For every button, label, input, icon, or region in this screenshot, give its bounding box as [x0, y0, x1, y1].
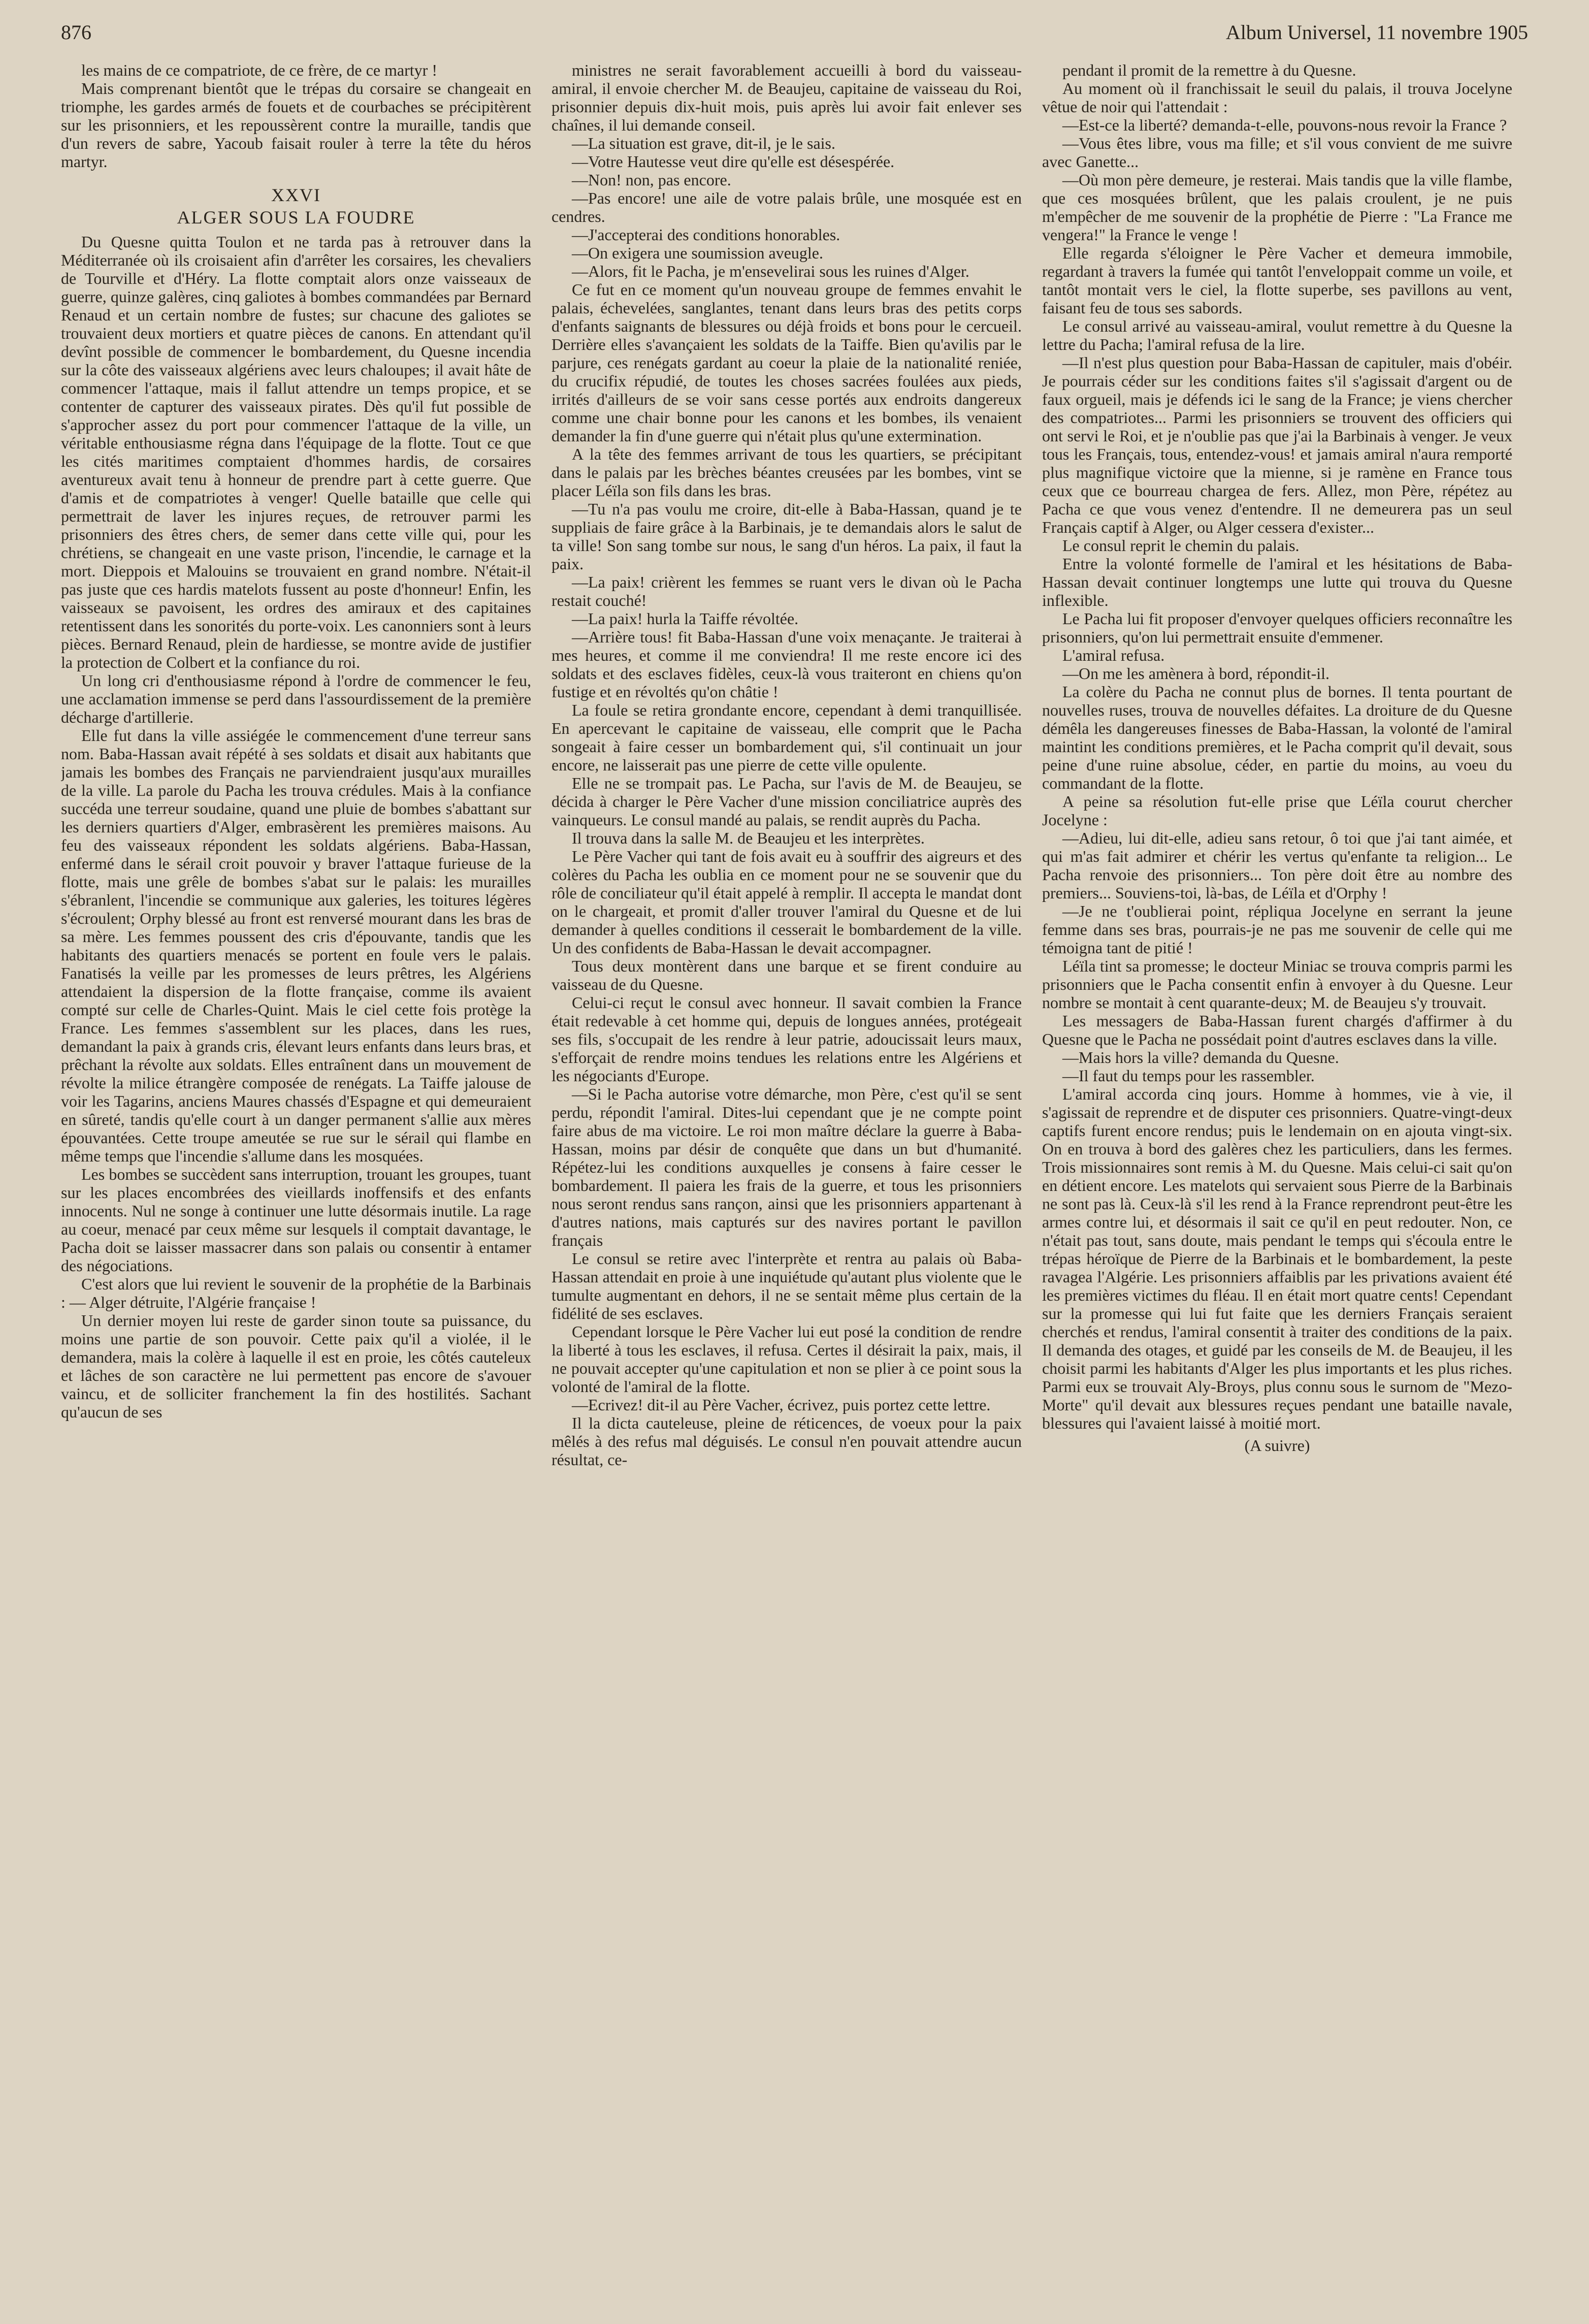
paragraph: A la tête des femmes arrivant de tous les quartiers, se précipitant dans le palais par les brèches béantes creusées par les bombes, vint se placer Léïla son fils dans les bras.	[552, 445, 1022, 500]
paragraph: Mais comprenant bientôt que le trépas du corsaire se changeait en triomphe, les gardes armés de fouets et de courbaches se précipitèrent sur les prisonniers, et les repoussèrent contre la muraille, tandis que d'un revers de sabre, Yacoub faisait rouler à terre la tête du héros martyr.	[61, 79, 531, 171]
paragraph: Cependant lorsque le Père Vacher lui eut posé la condition de rendre la liberté à tous les esclaves, il refusa. Certes il désirait la paix, mais, il ne pouvait accepter qu'une capitulation et non se plier à ce point sous la volonté de l'amiral de la flotte.	[552, 1322, 1022, 1396]
paragraph: —La paix! crièrent les femmes se ruant vers le divan où le Pacha restait couché!	[552, 573, 1022, 609]
chapter-number: XXVI	[271, 185, 321, 205]
paragraph: pendant il promit de la remettre à du Quesne.	[1062, 61, 1356, 79]
paragraph: Le consul reprit le chemin du palais.	[1062, 536, 1300, 555]
paragraph: —Alors, fit le Pacha, je m'ensevelirai sous les ruines d'Alger.	[572, 262, 969, 280]
paragraph: L'amiral refusa.	[1062, 646, 1165, 664]
paragraph: Elle ne se trompait pas. Le Pacha, sur l'avis de M. de Beaujeu, se décida à charger le Père Vacher d'une mission conciliatrice auprès des vainqueurs. Le consul mandé au palais, se rendit auprès du Pacha.	[552, 774, 1022, 829]
paragraph: ministres ne serait favorablement accueilli à bord du vaisseau-amiral, il envoie chercher M. de Beaujeu, capitaine de vaisseau du Roi, prisonnier depuis dix-huit mois, puis après lui avoir fait enlever ses chaînes, il lui demande conseil.	[552, 61, 1022, 134]
paragraph: Au moment où il franchissait le seuil du palais, il trouva Jocelyne vêtue de noir qui l'attendait :	[1042, 79, 1512, 116]
paragraph: Le consul se retire avec l'interprète et rentra au palais où Baba-Hassan attendait en proie à une inquiétude qu'autant plus violente que le tumulte augmentant en dehors, il ne se sentait même plus certain de la fidélité de ses esclaves.	[552, 1249, 1022, 1322]
paragraph: —Je ne t'oublierai point, répliqua Jocelyne en serrant la jeune femme dans ses bras, pourrais-je ne pas me souvenir de celle qui me témoigna tant de pitié !	[1042, 902, 1512, 957]
paragraph: Le Pacha lui fit proposer d'envoyer quelques officiers reconnaître les prisonniers, qu'on lui permettrait ensuite d'emmener.	[1042, 609, 1512, 646]
paragraph: C'est alors que lui revient le souvenir de la prophétie de la Barbinais : — Alger détruite, l'Algérie française !	[61, 1275, 531, 1311]
paragraph: —Arrière tous! fit Baba-Hassan d'une voix menaçante. Je traiterai à mes heures, et comme il me conviendra! Il me reste encore ici des soldats et des esclaves fidèles, ceux-là vous traiteront en chiens qu'on fustige et en révoltés qu'on châtie !	[552, 628, 1022, 701]
paragraph: —Il faut du temps pour les rassembler.	[1062, 1067, 1315, 1085]
paragraph: —J'accepterai des conditions honorables.	[572, 225, 840, 244]
chapter-title: ALGER SOUS LA FOUDRE	[177, 207, 415, 228]
paragraph: Le Père Vacher qui tant de fois avait eu à souffrir des aigreurs et des colères du Pacha les oublia en ce moment pour ne se souvenir que du rôle de conciliateur qu'il était appelé à remplir. Il accepta le mandat dont on le chargeait, et promit d'aller trouver l'amiral du Quesne et de lui demander à quelles conditions il cesserait le bombardement de la ville. Un des confidents de Baba-Hassan le devait accompagner.	[552, 847, 1022, 957]
text-columns	[61, 61, 1513, 2306]
paragraph: Un long cri d'enthousiasme répond à l'ordre de commencer le feu, une acclamation immense se perd dans l'assourdissement de la première décharge d'artillerie.	[61, 671, 531, 726]
paragraph: A peine sa résolution fut-elle prise que Léïla courut chercher Jocelyne :	[1042, 792, 1512, 829]
paragraph: Il la dicta cauteleuse, pleine de réticences, de voeux pour la paix mêlés à des refus mal déguisés. Le consul n'en pouvait attendre aucun résultat, ce-	[552, 1414, 1022, 1469]
paragraph: —Pas encore! une aile de votre palais brûle, une mosquée est en cendres.	[552, 189, 1022, 225]
paragraph: —Il n'est plus question pour Baba-Hassan de capituler, mais d'obéir. Je pourrais céder sur les conditions faites s'il s'agissait d'argent ou de faux orgueil, mais je défends ici le sang de la France; je viens chercher des compatriotes... Parmi les prisonniers se trouvent des officiers qui ont servi le Roi, et je n'oublie pas que j'ai la Barbinais à venger. Je veux tous les Français, tous, entendez-vous! et jamais amiral n'aura remporté plus magnifique victoire que la mienne, si je ramène en France tous ceux que ce bourreau chargea de fers. Allez, mon Père, répétez au Pacha ce que vous venez d'entendre. Il ne demeurera pas un seul Français captif à Alger, ou Alger cessera d'exister...	[1042, 353, 1512, 536]
column-3	[1042, 61, 1512, 2306]
page-header	[61, 20, 1528, 56]
paragraph: Du Quesne quitta Toulon et ne tarda pas à retrouver dans la Méditerranée où ils croisaient afin d'arrêter les corsaires, les chevaliers de Tourville et d'Héry. La flotte comptait alors onze vaisseaux de guerre, quinze galères, cinq galiotes à bombes commandées par Bernard Renaud et un certain nombre de fustes; sur chacune des galiotes se trouvaient deux mortiers et quatre pièces de canons. En attendant qu'il devînt possible de commencer le bombardement, du Quesne incendia sur la côte des vaisseaux algériens avec leurs chaloupes; il avait hâte de commencer l'attaque, mais il fallut attendre un temps propice, et se contenter de capturer des vaisseaux pirates. Dès qu'il fut possible de s'approcher assez du port pour commencer l'attaque de la ville, un véritable enthousiasme régna dans l'équipage de la flotte. Tout ce que les cités maritimes comptaient d'hommes hardis, de corsaires aventureux avait tenu à honneur de prendre part à cette guerre. Que d'amis et de compatriotes à venger! Quelle bataille que celle qui permettrait de laver les injures reçues, de retrouver parmi les prisonniers des êtres chers, de semer dans cette ville qui, pour les chrétiens, se changeait en une vaste prison, l'incendie, le carnage et la mort. Dieppois et Malouins se trouvaient en grand nombre. N'était-il pas juste que ces hardis matelots fussent au poste d'honneur! Enfin, les vaisseaux se pavoisent, les ordres des amiraux et des capitaines retentissent dans les sonorités du porte-voix. Les canonniers sont à leurs pièces. Bernard Renaud, plein de hardiesse, se montre avide de justifier la protection de Colbert et la confiance du roi.	[61, 233, 531, 671]
paragraph: Elle fut dans la ville assiégée le commencement d'une terreur sans nom. Baba-Hassan avait répété à ses soldats et disait aux habitants que jamais les bombes des Français ne parviendraient jusqu'aux murailles de la ville. La parole du Pacha les trouva crédules. Mais à la confiance succéda une terreur soudaine, quand une pluie de bombes s'abattant sur les derniers quartiers d'Alger, embrasèrent les premières maisons. Au feu des vaisseaux répondent les soldats algériens. Baba-Hassan, enfermé dans le sérail croit pouvoir y braver l'attaque furieuse de la flotte, mais une grêle de bombes s'abat sur le palais: les murailles s'ébranlent, l'incendie se communique aux galeries, les toitures légères s'écroulent; Orphy blessé au front est renversé mourant dans les bras de sa mère. Les femmes poussent des cris d'épouvante, tandis que les habitants des quartiers menacés se portent en foule vers le palais. Fanatisés la veille par les promesses de leurs prêtres, les Algériens attendaient la dispersion de la flotte française, comme ils avaient compté sur celle de Charles-Quint. Mais le ciel cette fois protège la France. Les femmes s'assemblent sur les places, dans les rues, demandant la paix à grands cris, élevant leurs enfants dans leurs bras, et prêchant la révolte aux soldats. Elles entraînent dans un mouvement de révolte la milice étrangère composée de renégats. La Taiffe jalouse de voir les Tagarins, anciens Maures chassés d'Espagne et qui demeuraient en sûreté, tandis qu'elle court à un danger permanent s'allie aux mères épouvantées. Cette troupe ameutée se rue sur le sérail qui flambe en même temps que l'incendie s'allume dans les mosquées.	[61, 726, 531, 1165]
paragraph: Les bombes se succèdent sans interruption, trouant les groupes, tuant sur les places encombrées des vieillards inoffensifs et des enfants innocents. Nul ne songe à continuer une lutte désormais inutile. La rage au coeur, menacé par ceux même sur lesquels il comptait davantage, le Pacha doit se laisser massacrer dans son palais ou consentir à entamer des négociations.	[61, 1165, 531, 1275]
paragraph: —On exigera une soumission aveugle.	[572, 244, 823, 262]
paragraph: —On me les amènera à bord, répondit-il.	[1062, 664, 1330, 683]
paragraph: Elle regarda s'éloigner le Père Vacher et demeura immobile, regardant à travers la fumée qui tantôt l'enveloppait comme un voile, et tantôt montait vers le ciel, la flotte superbe, ses pavillons au vent, faisant feu de tous ses sabords.	[1042, 244, 1512, 317]
paragraph: —La situation est grave, dit-il, je le sais.	[572, 134, 835, 152]
column-2	[552, 61, 1022, 2306]
paragraph: Tous deux montèrent dans une barque et se firent conduire au vaisseau de du Quesne.	[552, 957, 1022, 993]
paragraph: —Tu n'a pas voulu me croire, dit-elle à Baba-Hassan, quand je te suppliais de faire grâce à la Barbinais, je te demandais alors le salut de ta ville! Son sang tombe sur nous, le sang d'un héros. La paix, il faut la paix.	[552, 500, 1022, 573]
paragraph: Les messagers de Baba-Hassan furent chargés d'affirmer à du Quesne que le Pacha ne possédait point d'autres esclaves dans la ville.	[1042, 1012, 1512, 1048]
paragraph: —La paix! hurla la Taiffe révoltée.	[572, 609, 799, 628]
paragraph: —Si le Pacha autorise votre démarche, mon Père, c'est qu'il se sent perdu, répondit l'amiral. Dites-lui cependant que je ne compte point faire abus de ma victoire. Le roi mon maître déclare la guerre à Baba-Hassan, moins par désir de conquête que dans un but d'humanité. Répétez-lui les conditions auxquelles je consens à faire cesser le bombardement. Il paiera les frais de la guerre, et tous les prisonniers nous seront rendus sans rançon, ainsi que les prisonniers appartenant à d'autres nations, mais capturés sur des navires portant le pavillon français	[552, 1085, 1022, 1249]
paragraph: —Vous êtes libre, vous ma fille; et s'il vous convient de me suivre avec Ganette...	[1042, 134, 1512, 171]
paragraph: Celui-ci reçut le consul avec honneur. Il savait combien la France était redevable à cet homme qui, depuis de longues années, protégeait ses fils, s'occupait de les rendre à leur patrie, adoucissait leurs maux, s'efforçait de rendre moins tendues les relations entre les Algériens et les négociants d'Europe.	[552, 993, 1022, 1085]
paragraph: Entre la volonté formelle de l'amiral et les hésitations de Baba-Hassan devait continuer longtemps une lutte qui trouva du Quesne inflexible.	[1042, 555, 1512, 609]
paragraph: La colère du Pacha ne connut plus de bornes. Il tenta pourtant de nouvelles ruses, trouva de nouvelles défaites. La droiture de du Quesne démêla les dangereuses finesses de Baba-Hassan, la volonté de l'amiral maintint les conditions premières, et le Pacha comprit qu'il devait, sous peine d'une ruine absolue, céder, en partie du moins, au voeu du commandant de la flotte.	[1042, 683, 1512, 792]
paragraph: —Non! non, pas encore.	[572, 171, 731, 189]
paragraph: Un dernier moyen lui reste de garder sinon toute sa puissance, du moins une partie de son pouvoir. Cette paix qu'il a violée, il le demandera, mais la colère à laquelle il est en proie, les côtés cauteleux et lâches de son caractère ne lui permettent pas encore de s'avouer vaincu, et de solliciter franchement la fin des hostilités. Sachant qu'aucun de ses	[61, 1311, 531, 1421]
paragraph: les mains de ce compatriote, de ce frère, de ce martyr !	[81, 61, 437, 79]
paragraph: Le consul arrivé au vaisseau-amiral, voulut remettre à du Quesne la lettre du Pacha; l'amiral refusa de la lire.	[1042, 317, 1512, 353]
paragraph: —Ecrivez! dit-il au Père Vacher, écrivez, puis portez cette lettre.	[572, 1396, 991, 1414]
paragraph: —Mais hors la ville? demanda du Quesne.	[1062, 1048, 1339, 1067]
paragraph: La foule se retira grondante encore, cependant à demi tranquillisée. En apercevant le capitaine de vaisseau, elle comprit que le Pacha songeait à faire cesser un bombardement qui, s'il continuait un jour encore, ne laisserait pas une pierre de cette ville opulente.	[552, 701, 1022, 774]
paragraph: Ce fut en ce moment qu'un nouveau groupe de femmes envahit le palais, échevelées, sanglantes, tenant dans leurs bras des petits corps d'enfants saignants de blessures ou déjà froids et bons pour le cercueil. Derrière elles s'avançaient les soldats de la Taiffe. Bien qu'avilis par le parjure, ces renégats gardant au coeur la plaie de la nationalité reniée, du crucifix répudié, de toutes les choses sacrées foulées aux pieds, irrités d'ailleurs de se voir sans cesse portés aux endroits dangereux comme une chair bonne pour les canons et les bombes, ils venaient demander la fin d'une guerre qui n'était plus qu'une extermination.	[552, 280, 1022, 445]
to-be-continued: (A suivre)	[1244, 1436, 1310, 1455]
page-number: 876	[61, 21, 91, 44]
paragraph: —Votre Hautesse veut dire qu'elle est désespérée.	[572, 152, 895, 171]
paragraph: —Est-ce la liberté? demanda-t-elle, pouvons-nous revoir la France ?	[1062, 116, 1507, 134]
paragraph: L'amiral accorda cinq jours. Homme à hommes, vie à vie, il s'agissait de reprendre et de disputer ces prisonniers. Quatre-vingt-deux captifs furent encore rendus; puis le lendemain on en ajouta vingt-six. On en trouva à bord des galères chez les particuliers, dans les fermes. Trois missionnaires sont remis à M. du Quesne. Mais celui-ci sait qu'on en détient encore. Les matelots qui servaient sous Pierre de la Barbinais ne sont pas là. Ceux-là s'il les rend à la France reprendront peut-être les armes contre lui, et désormais il sait ce qu'il en peut redouter. Non, ce n'était pas tout, sans doute, mais pendant le temps qui s'écoula entre le trépas héroïque de Pierre de la Barbinais et le bombardement, la peste ravagea l'Algérie. Les prisonniers affaiblis par les privations avaient été les premières victimes du fléau. Il en était mort quatre cents! Cependant sur la promesse qui lui fut faite que les derniers Français seraient cherchés et rendus, l'amiral consentit à traiter des conditions de la paix. Il demanda des otages, et guidé par les conseils de M. de Beaujeu, il les choisit parmi les habitants d'Alger les plus importants et les plus riches. Parmi eux se trouvait Aly-Broys, plus connu sous le surnom de "Mezo-Morte" qu'il devait aux blessures reçues pendant une bataille navale, blessures qui l'avaient laissé à moitié mort.	[1042, 1085, 1512, 1432]
paragraph: —Adieu, lui dit-elle, adieu sans retour, ô toi que j'ai tant aimée, et qui m'as fait admirer et chérir les vertus qu'enfante ta religion... Le Pacha renvoie des prisonniers... Ton père doit être au nombre des premiers... Souviens-toi, là-bas, de Léïla et d'Orphy !	[1042, 829, 1512, 902]
paragraph: Il trouva dans la salle M. de Beaujeu et les interprètes.	[572, 829, 925, 847]
running-head: Album Universel, 11 novembre 1905	[1225, 21, 1528, 44]
paragraph: Léïla tint sa promesse; le docteur Miniac se trouva compris parmi les prisonniers que le Pacha consentit enfin à envoyer à du Quesne. Leur nombre se montait à cent quarante-deux; M. de Beaujeu s'y trouvait.	[1042, 957, 1512, 1012]
paragraph: —Où mon père demeure, je resterai. Mais tandis que la ville flambe, que ces mosquées brûlent, que les palais croulent, je ne puis m'empêcher de me souvenir de la prophétie de Pierre : "La France me vengera!" la France le venge !	[1042, 171, 1512, 244]
column-1	[61, 61, 531, 2306]
